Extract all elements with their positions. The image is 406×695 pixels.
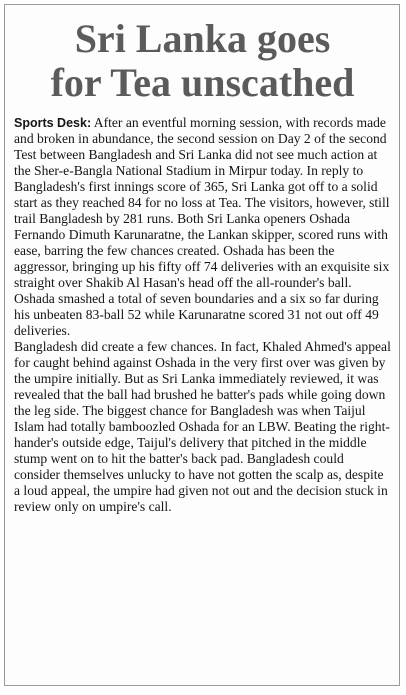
article-body: [14, 115, 391, 515]
paragraph-1-text: After an eventful morning session, with records made and broken in abundance, the second session on Day 2 of the second Test between Bangladesh and Sri Lanka did not see much action at the Sher-e-Bangla National Stadium in Mirpur today. In reply to Bangladesh's first innings score of 365, Sri Lanka got off to a solid start as they reached 84 for no loss at Tea. The visitors, however, still trail Bangladesh by 281 runs. Both Sri Lanka openers Oshada Fernando Dimuth Karunaratne, the Lankan skipper, scored runs with ease, barring the few chances created. Oshada has been the aggressor, bringing up his fifty off 74 deliveries with an exquisite six straight over Shakib Al Hasan's head off the all-rounder's ball. Oshada smashed a total of seven boundaries and a six so far during his unbeaten 83-ball 52 while Karunaratne scored 31 not out off 49 deliveries.: [14, 115, 390, 338]
headline: [14, 17, 391, 105]
paragraph-1: [14, 115, 391, 339]
headline-line-1: Sri Lanka goes: [74, 16, 331, 61]
news-article: [4, 4, 400, 686]
paragraph-2: Bangladesh did create a few chances. In fact, Khaled Ahmed's appeal for caught behind against Oshada in the very first over was given by the umpire initially. But as Sri Lanka immediately reviewed, it was revealed that the ball had brushed he batter's pads while going down the leg side. The biggest chance for Bangladesh was when Taijul Islam had totally bamboozled Oshada for an LBW. Beating the right-hander's outside edge, Taijul's delivery that pitched in the middle stump went on to hit the batter's back pad. Bangladesh could consider themselves unlucky to have not gotten the scalp as, despite a loud appeal, the umpire had given not out and the decision stuck in review only on umpire's call.: [14, 339, 391, 514]
dateline: Sports Desk:: [14, 116, 92, 130]
headline-line-2: for Tea unscathed: [50, 60, 355, 105]
